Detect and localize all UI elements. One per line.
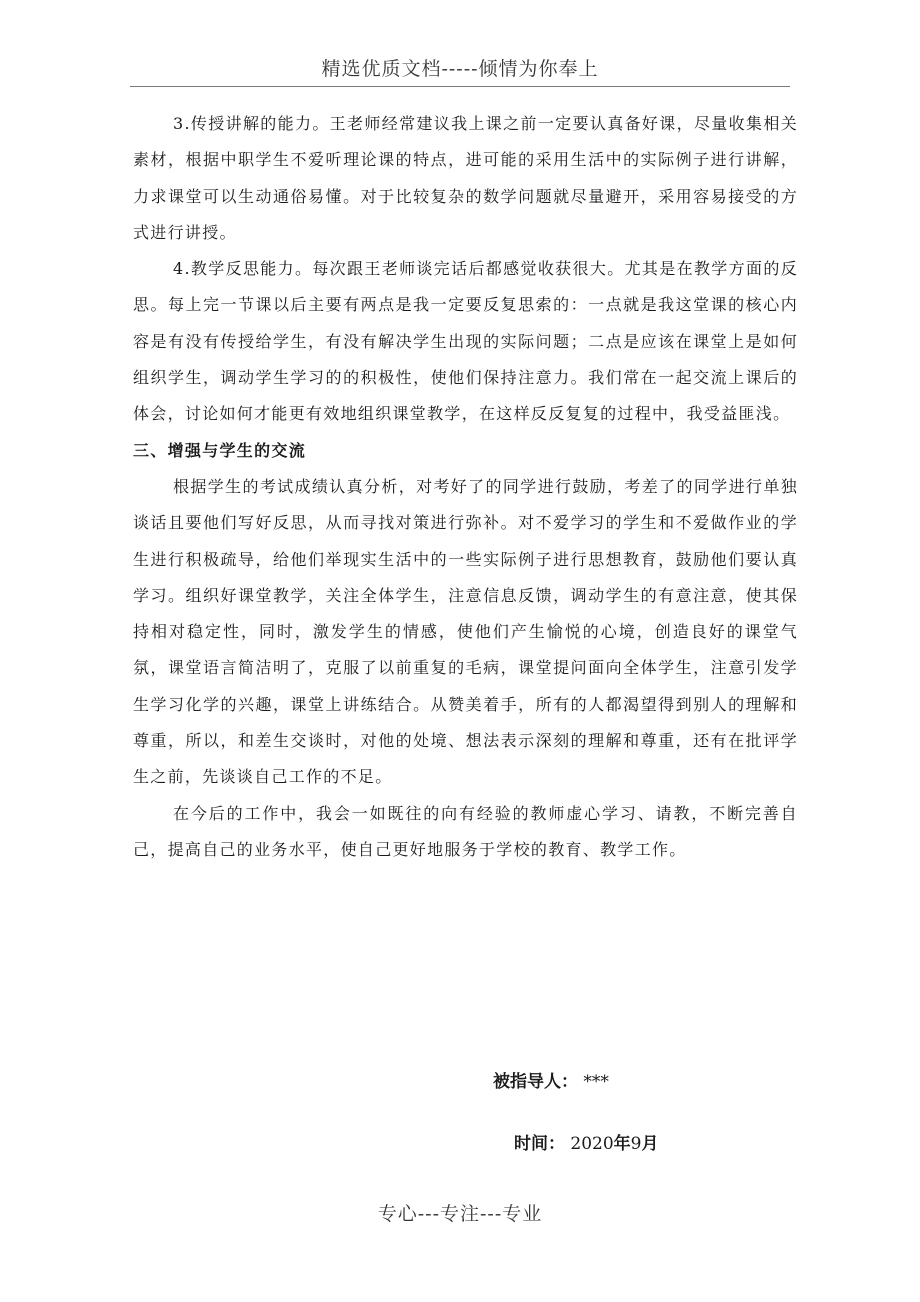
paragraph-teaching-ability: 3.传授讲解的能力。王老师经常建议我上课之前一定要认真备好课，尽量收集相关素材，根据中职学生不爱听理论课的特点，进可能的采用生活中的实际例子进行讲解，力求课堂可以生动通俗易懂。对于比较复杂的数学问题就尽量避开，采用容易接受的方式进行讲授。: [133, 114, 798, 242]
paragraph-reflection-ability: 4.教学反思能力。每次跟王老师谈完话后都感觉收获很大。尤其是在教学方面的反思。每上完一节课以后主要有两点是我一定要反复思索的：一点就是我这堂课的核心内容是有没有传授给学生，有没有解决学生出现的实际问题；二点是应该在课堂上是如何组织学生，调动学生学习的的积极性，使他们保持注意力。我们常在一起交流上课后的体会，讨论如何才能更有效地组织课堂教学，在这样反反复复的过程中，我受益匪浅。: [133, 259, 798, 424]
paragraph-student-communication: 根据学生的考试成绩认真分析，对考好了的同学进行鼓励，考差了的同学进行单独谈话且要他们写好反思，从而寻找对策进行弥补。对不爱学习的学生和不爱做作业的学生进行积极疏导，给他们举现实生活中的一些实际例子进行思想教育，鼓励他们要认真学习。组织好课堂教学，关注全体学生，注意信息反馈，调动学生的有意注意，使其保持相对稳定性，同时，激发学生的情感，使他们产生愉悦的心境，创造良好的课堂气氛，课堂语言简洁明了，克服了以前重复的毛病，课堂提问面向全体学生，注意引发学生学习化学的兴趣，课堂上讲练结合。从赞美着手，所有的人都渴望得到别人的理解和尊重，所以，和差生交谈时，对他的处境、想法表示深刻的理解和尊重，还有在批评学生之前，先谈谈自己工作的不足。: [133, 476, 798, 787]
section-heading-student-communication: 三、增强与学生的交流: [133, 440, 307, 460]
paragraph-future-work: 在今后的工作中，我会一如既往的向有经验的教师虚心学习、请教，不断完善自己，提高自己的业务水平，使自己更好地服务于学校的教育、教学工作。: [133, 803, 798, 859]
date-month: 9: [630, 1134, 642, 1154]
supervisee-value: ***: [583, 1072, 609, 1092]
date-label: 时间：: [514, 1134, 565, 1154]
date-year: 2020: [570, 1134, 614, 1154]
document-body: [133, 106, 798, 868]
page-header: 精选优质文档-----倾情为你奉上: [321, 58, 599, 80]
header-divider: [130, 86, 790, 87]
page-footer: 专心---专注---专业: [377, 1203, 543, 1225]
date-line: [514, 1129, 659, 1159]
date-month-unit: 月: [641, 1134, 659, 1154]
date-year-unit: 年: [613, 1134, 631, 1154]
supervisee-line: [493, 1067, 609, 1097]
supervisee-label: 被指导人：: [493, 1072, 578, 1092]
